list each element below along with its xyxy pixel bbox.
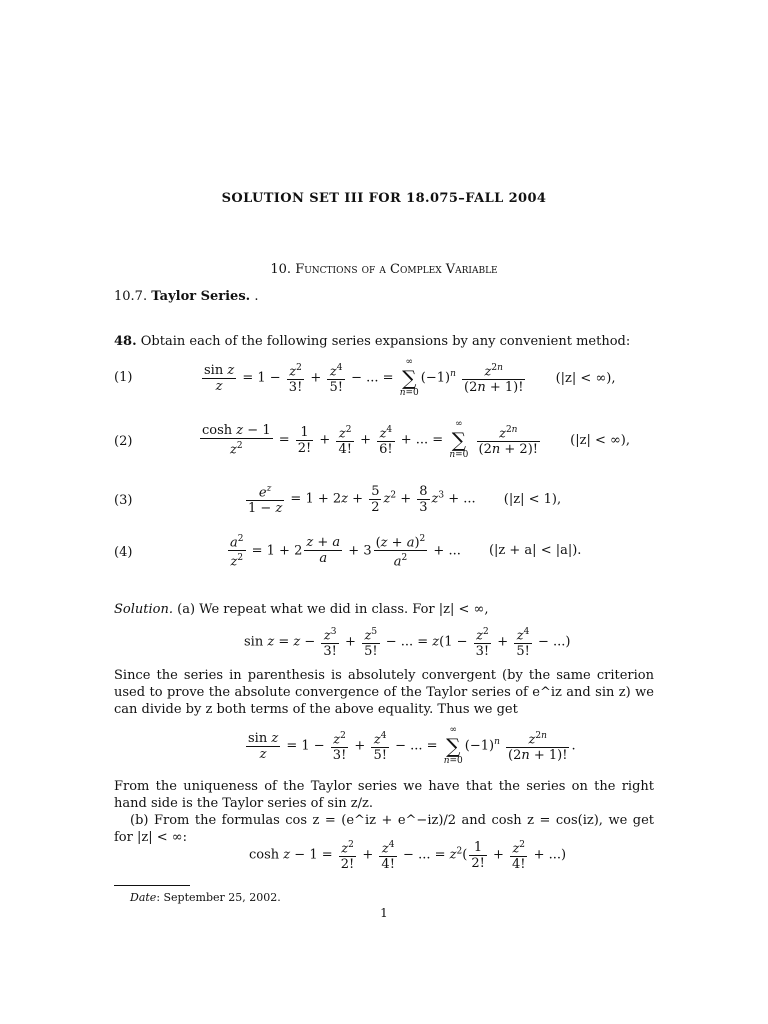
subsection-number: 10.7.	[114, 289, 148, 304]
equation-2: $\frac{\text{cosh z − 1}}{z^2}$ = $\frac{1}{2!}$ + $\frac{z^2}{4!}$ + $\frac{z^4}{6!}$ + ... = ∞ ∑ n=0 $\frac{z^{2n}}{(2n + 2)!}$ (|z| < ∞),	[202, 419, 631, 460]
solution-paragraph-1: Since the series in parenthesis is absolutely convergent (by the same criterion used to prove the absolute convergence of the Taylor series of e^iz and sin z) we can divide by z both terms of the above equality. Thus we get	[114, 668, 654, 717]
solution-intro	[114, 601, 654, 618]
solution-paragraph-2: From the uniqueness of the Taylor series we have that the series on the right hand side is the Taylor series of sin z/z.	[114, 779, 654, 811]
condition-4: (|z + a| < |a|).	[488, 543, 582, 559]
equation-4: $\frac{a^2}{z^2}$ = 1 + 2 $\frac{z + a}{a}$ + 3 $\frac{(z + a)^2}{a^2}$ + ... (|z + a| < |a|).	[230, 534, 582, 570]
problem-number: 48.	[114, 334, 137, 349]
footnote-label: Date	[130, 891, 157, 904]
equation-sin-series: sin z = z − $\frac{z^3}{3!}$ + $\frac{z^5}{5!}$ − ... = z(1 − $\frac{z^2}{3!}$ + $\frac{z^4}{5!}$ − ...)	[244, 627, 571, 660]
document-title: SOLUTION SET III FOR 18.075–FALL 2004	[221, 191, 547, 206]
page-number: 1	[380, 906, 388, 920]
equation-number-1: (1)	[114, 370, 133, 385]
problem-text: Obtain each of the following series expansions by any convenient method:	[140, 334, 631, 349]
condition-3: (|z| < 1),	[503, 491, 562, 507]
solution-label: Solution.	[114, 602, 173, 617]
equation-3: $\frac{e^z}{1 - z}$ = 1 + 2z + $\frac{5}{2}$ $z^2$ + $\frac{8}{3}$ $z^3$ + ... (|z| < 1),	[248, 483, 562, 517]
equation-number-2: (2)	[114, 434, 133, 449]
condition-2: (|z| < ∞),	[570, 432, 631, 448]
equation-cosh-series: cosh z − 1 = $\frac{z^2}{2!}$ + $\frac{z^4}{4!}$ − ... = $z^2$( $\frac{1}{2!}$ + $\frac{z^2}{4!}$ + ...)	[249, 839, 567, 873]
equation-1: $\frac{\text{sin z}}{z}$ = 1 − $\frac{z^2}{3!}$ + $\frac{z^4}{5!}$ − ... = ∞ ∑ n=0 $(-1)^n$ $\frac{z^{2n}}{(2n + 1)!}$ (|z| < ∞),	[204, 357, 616, 398]
equation-number-3: (3)	[114, 493, 133, 508]
equation-sinz-over-z: $\frac{\text{sin z}}{z}$ = 1 − $\frac{z^2}{3!}$ + $\frac{z^4}{5!}$ − ... = ∞ ∑ n=0 $(-1)^n$ $\frac{z^{2n}}{(2n + 1)!}$ .	[248, 725, 576, 766]
subsection-trailing: .	[254, 289, 259, 304]
subsection-heading	[114, 289, 258, 304]
solution-part-b: (b) From the formulas cos z = (e^iz + e^−iz)/2 and cosh z = cos(iz), we get for |z| < ∞:	[114, 813, 654, 845]
problem-statement	[114, 334, 630, 349]
equation-number-4: (4)	[114, 545, 133, 560]
section-name: Functions of a Complex Variable	[295, 262, 498, 277]
footnote	[130, 891, 281, 904]
solution-part-a-intro: (a) We repeat what we did in class. For |z| < ∞,	[177, 602, 489, 617]
subsection-name: Taylor Series.	[151, 289, 251, 304]
section-heading	[0, 262, 768, 277]
condition-1: (|z| < ∞),	[555, 370, 616, 386]
footnote-text: : September 25, 2002.	[156, 891, 281, 904]
section-number: 10.	[270, 262, 292, 277]
footnote-rule	[114, 885, 190, 886]
